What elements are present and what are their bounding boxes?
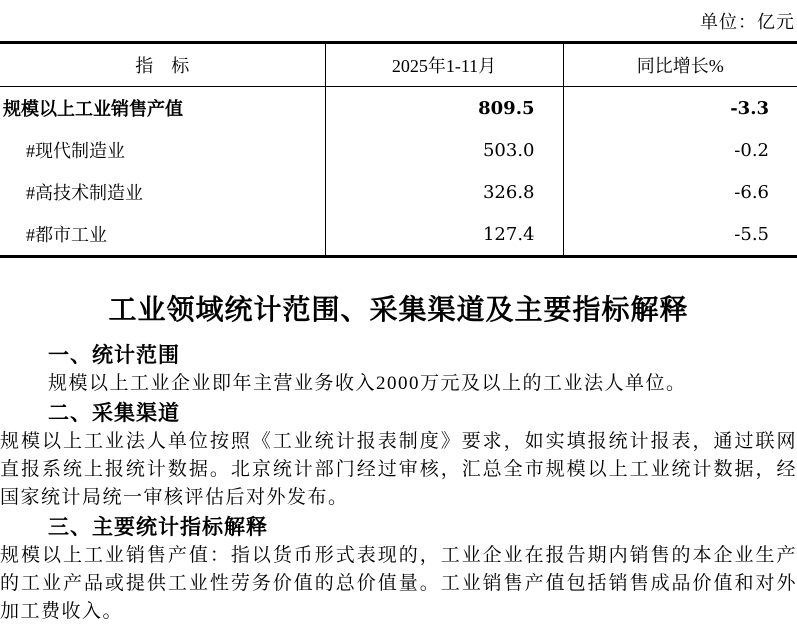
indicator-cell: #高技术制造业 [26, 183, 143, 203]
table-row [0, 87, 797, 130]
section-3-paragraph: 规模以上工业销售产值：指以货币形式表现的，工业企业在报告期内销售的本企业生产的工业产品或提供工业性劳务价值的总价值量。工业销售产值包括销售成品价值和对外加工费收入。 [0, 545, 797, 622]
table-row [0, 213, 797, 257]
col-header-indicator: 指 标 [0, 43, 325, 87]
article-title: 工业领域统计范围、采集渠道及主要指标解释 [108, 295, 689, 326]
table-row [0, 129, 797, 171]
section-1-heading: 一、统计范围 [48, 343, 180, 367]
growth-cell: -6.6 [563, 171, 797, 213]
section-collection-channel [0, 398, 797, 512]
section-2-paragraph: 规模以上工业法人单位按照《工业统计报表制度》要求，如实填报统计报表，通过联网直报系统上报统计数据。北京统计部门经过审核，汇总全市规模以上工业统计数据，经国家统计局统一审核评估后对外发布。 [0, 431, 797, 508]
growth-cell: -0.2 [563, 129, 797, 171]
indicator-cell: #都市工业 [26, 225, 107, 245]
col-header-growth: 同比增长% [563, 43, 797, 87]
value-cell: 326.8 [325, 171, 563, 213]
value-cell: 809.5 [325, 87, 563, 130]
growth-cell: -3.3 [563, 87, 797, 130]
table-header-row [0, 43, 797, 87]
unit-label: 单位：亿元 [700, 12, 795, 32]
section-1-paragraph: 规模以上工业企业即年主营业务收入2000万元及以上的工业法人单位。 [48, 373, 687, 394]
section-statistical-scope [0, 340, 797, 398]
article [0, 288, 797, 626]
section-2-heading: 二、采集渠道 [48, 401, 180, 425]
growth-cell: -5.5 [563, 213, 797, 257]
section-3-heading: 三、主要统计指标解释 [48, 515, 268, 539]
value-cell: 503.0 [325, 129, 563, 171]
indicator-cell: #现代制造业 [26, 141, 125, 161]
indicator-table [0, 41, 797, 258]
value-cell: 127.4 [325, 213, 563, 257]
section-indicator-explanation [0, 512, 797, 626]
table-row [0, 171, 797, 213]
indicator-cell: 规模以上工业销售产值 [3, 99, 183, 119]
col-header-period: 2025年1-11月 [325, 43, 563, 87]
